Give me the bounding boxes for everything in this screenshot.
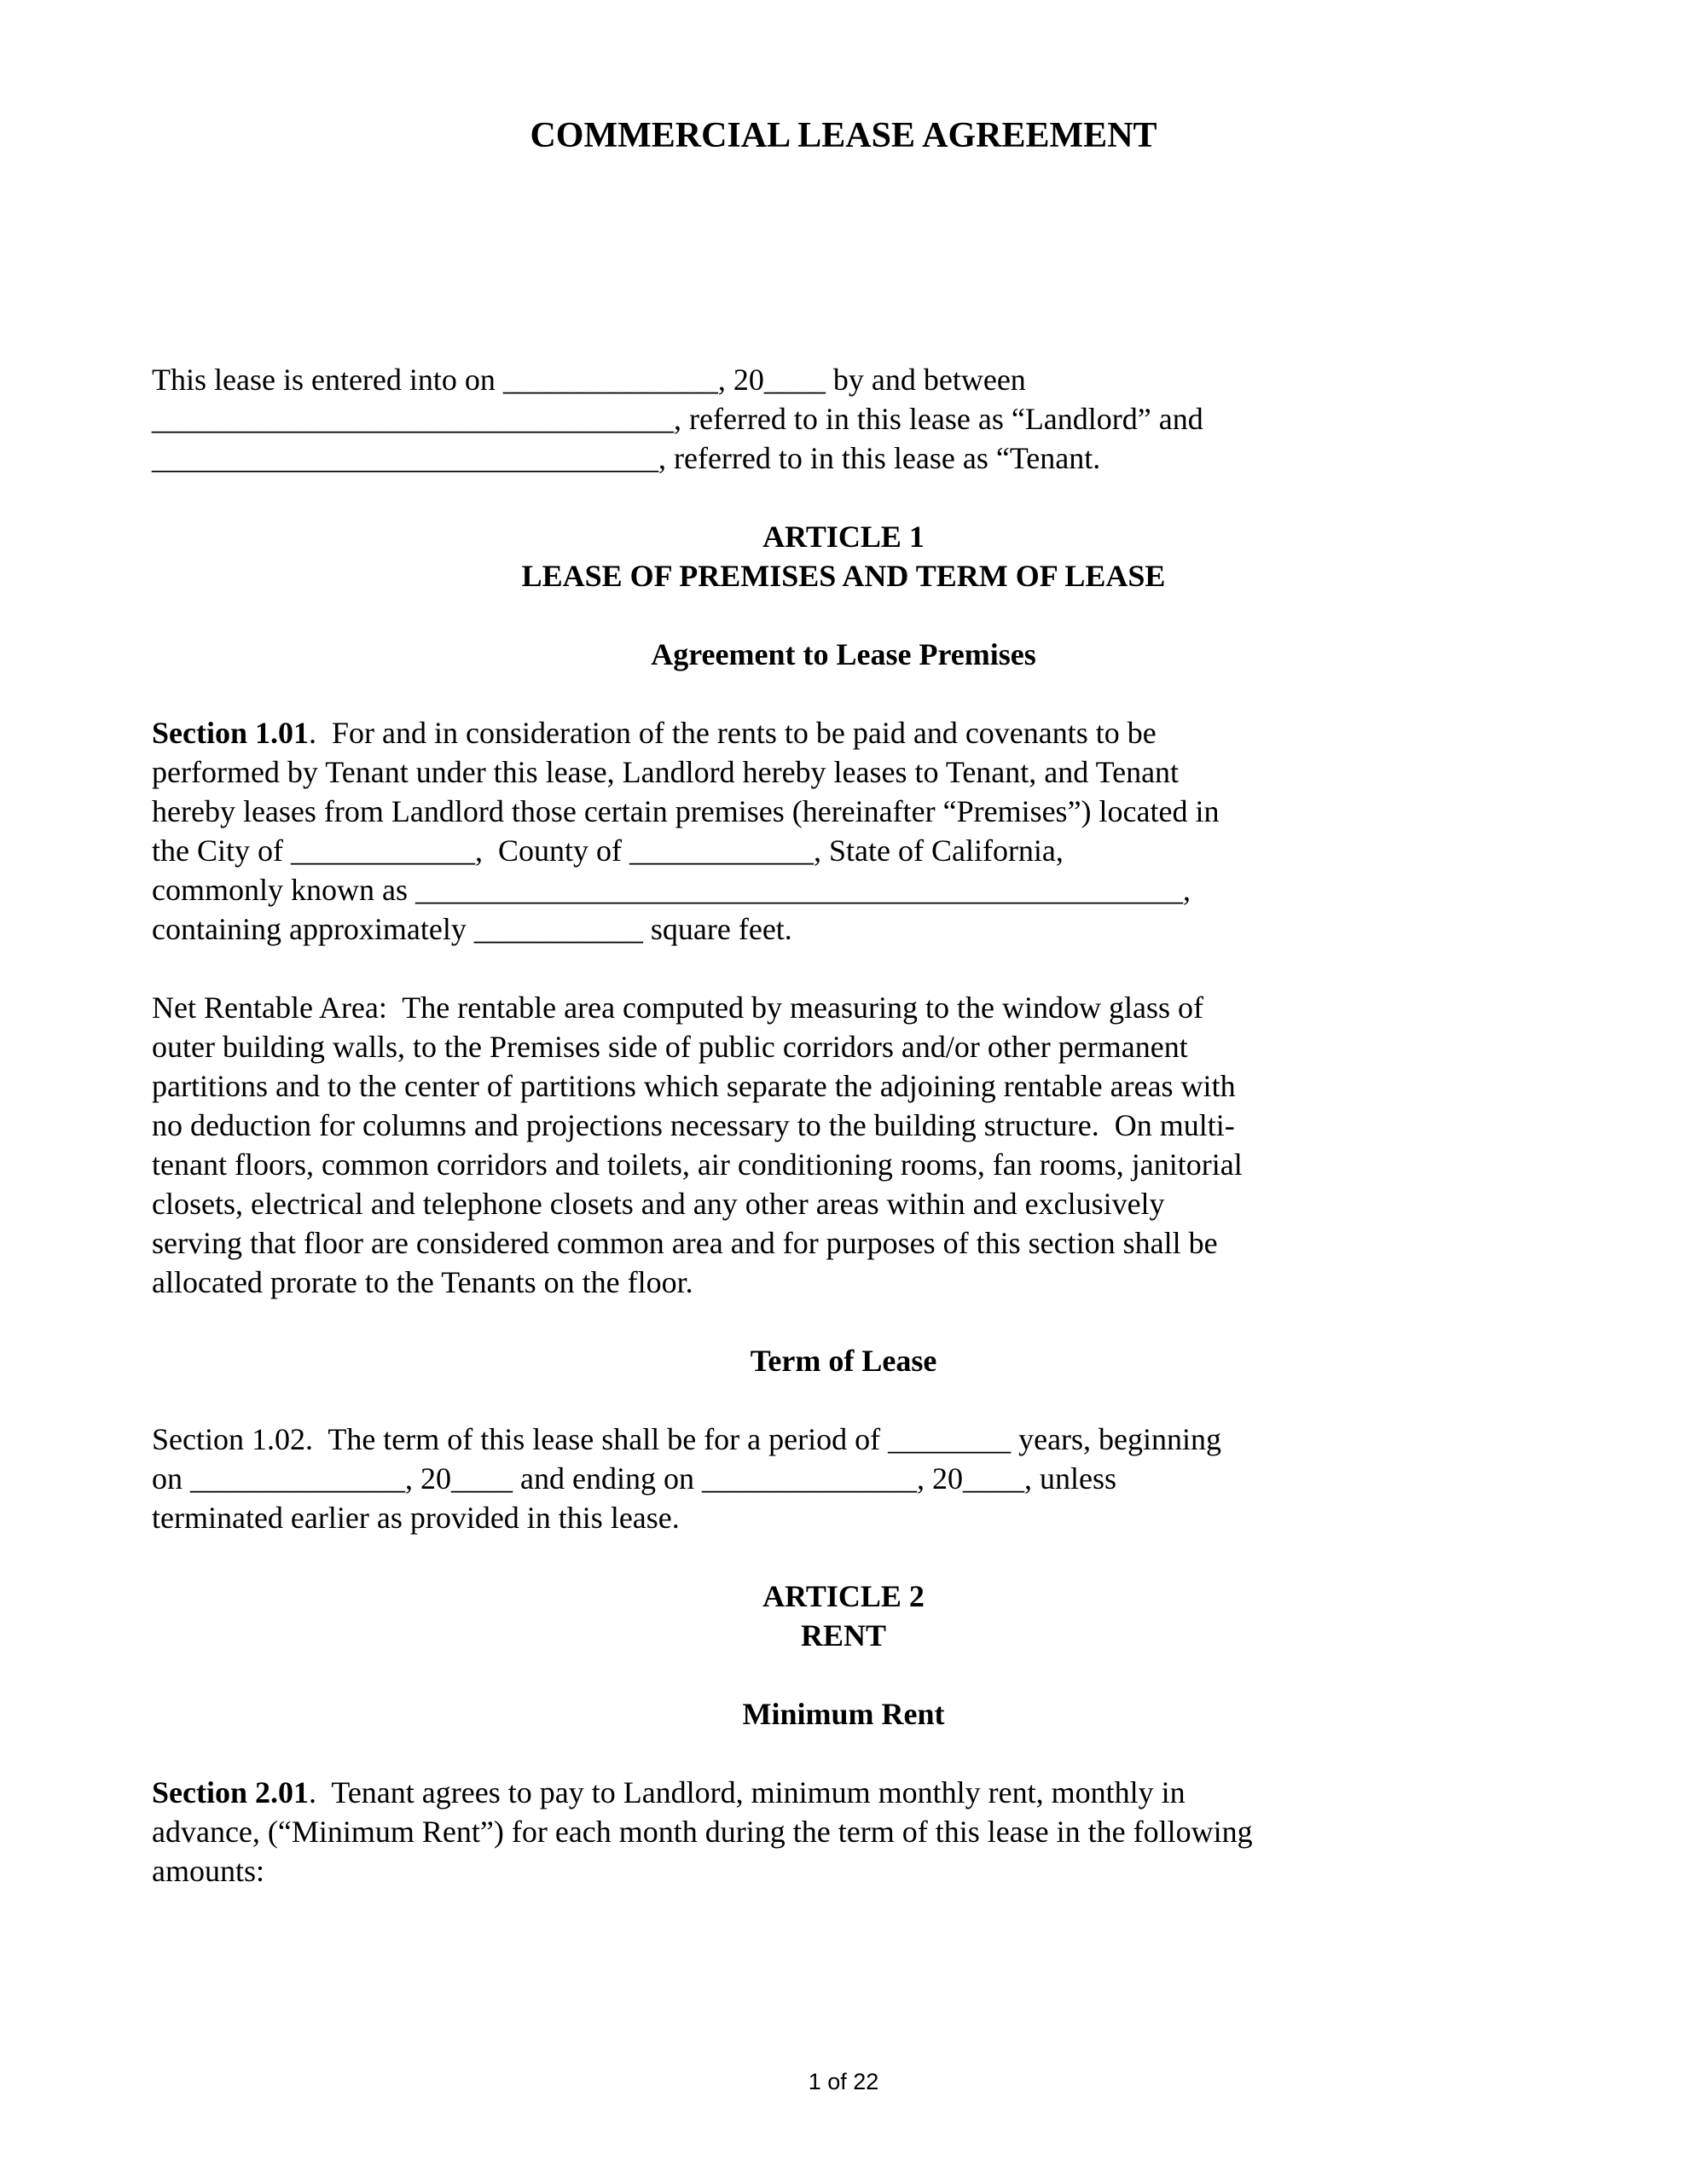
intro-line-3: _________________________________, referred to in this lease as “Tenant. (152, 441, 1101, 475)
section-201-line-2: advance, (“Minimum Rent”) for each month during the term of this lease in the following (152, 1815, 1253, 1849)
section-102-paragraph (152, 1420, 1535, 1537)
section-201-line-3: amounts: (152, 1854, 264, 1888)
section-101-paragraph (152, 713, 1535, 949)
section-101-line-5: commonly known as __________________________________________________, (152, 873, 1191, 907)
net-rentable-line-7: serving that floor are considered common area and for purposes of this section shall be (152, 1226, 1218, 1260)
section-201-lead-text: . Tenant agrees to pay to Landlord, minimum monthly rent, monthly in (309, 1775, 1186, 1809)
net-rentable-line-3: partitions and to the center of partitions which separate the adjoining rentable areas with (152, 1069, 1236, 1103)
section-102-line-2: on ______________, 20____ and ending on ______________, 20____, unless (152, 1461, 1116, 1496)
net-rentable-line-1: Net Rentable Area: The rentable area computed by measuring to the window glass of (152, 990, 1203, 1025)
intro-line-2: __________________________________, referred to in this lease as “Landlord” and (152, 402, 1203, 436)
section-101-line-4: the City of ____________, County of ____________, State of California, (152, 834, 1064, 868)
article2-label: ARTICLE 2 (762, 1579, 925, 1613)
net-rentable-line-5: tenant floors, common corridors and toilets, air conditioning rooms, fan rooms, janitorial (152, 1147, 1243, 1182)
document-title: COMMERCIAL LEASE AGREEMENT (530, 116, 1157, 155)
section-101-label: Section 1.01 (152, 716, 309, 750)
section-101-line-2: performed by Tenant under this lease, Landlord hereby leases to Tenant, and Tenant (152, 755, 1180, 789)
section-201-line-1 (152, 1773, 1535, 1812)
section-101-line-1 (152, 713, 1535, 752)
section-102-line-3: terminated earlier as provided in this lease. (152, 1501, 680, 1535)
intro-paragraph (152, 360, 1535, 478)
section-201-label: Section 2.01 (152, 1775, 309, 1809)
intro-line-1: This lease is entered into on ______________, 20____ by and between (152, 363, 1026, 397)
article1-heading (152, 517, 1535, 595)
section-102-line-1: Section 1.02. The term of this lease shall be for a period of ________ years, beginning (152, 1422, 1222, 1456)
section-101-line-6: containing approximately ___________ square feet. (152, 912, 792, 946)
article2-title: RENT (800, 1618, 887, 1653)
net-rentable-line-8: allocated prorate to the Tenants on the floor. (152, 1265, 693, 1299)
net-rentable-area-paragraph (152, 988, 1535, 1302)
article2-heading (152, 1577, 1535, 1655)
minimum-rent-label: Minimum Rent (742, 1697, 945, 1731)
agreement-to-lease-subheading (152, 635, 1535, 674)
article1-label: ARTICLE 1 (762, 520, 925, 554)
term-of-lease-subheading (152, 1341, 1535, 1380)
article1-title: LEASE OF PREMISES AND TERM OF LEASE (521, 559, 1166, 593)
section-201-paragraph (152, 1773, 1535, 1891)
net-rentable-line-4: no deduction for columns and projections necessary to the building structure. On multi- (152, 1108, 1235, 1142)
net-rentable-line-2: outer building walls, to the Premises side of public corridors and/or other permanent (152, 1030, 1188, 1064)
term-of-lease-label: Term of Lease (750, 1344, 937, 1378)
section-101-lead-text: . For and in consideration of the rents to be paid and covenants to be (309, 716, 1157, 750)
page-number: 1 of 22 (808, 2069, 879, 2094)
section-101-line-3: hereby leases from Landlord those certain premises (hereinafter “Premises”) located in (152, 794, 1220, 828)
agreement-to-lease-label: Agreement to Lease Premises (651, 637, 1036, 671)
minimum-rent-subheading (152, 1694, 1535, 1734)
net-rentable-line-6: closets, electrical and telephone closets and any other areas within and exclusively (152, 1187, 1165, 1221)
